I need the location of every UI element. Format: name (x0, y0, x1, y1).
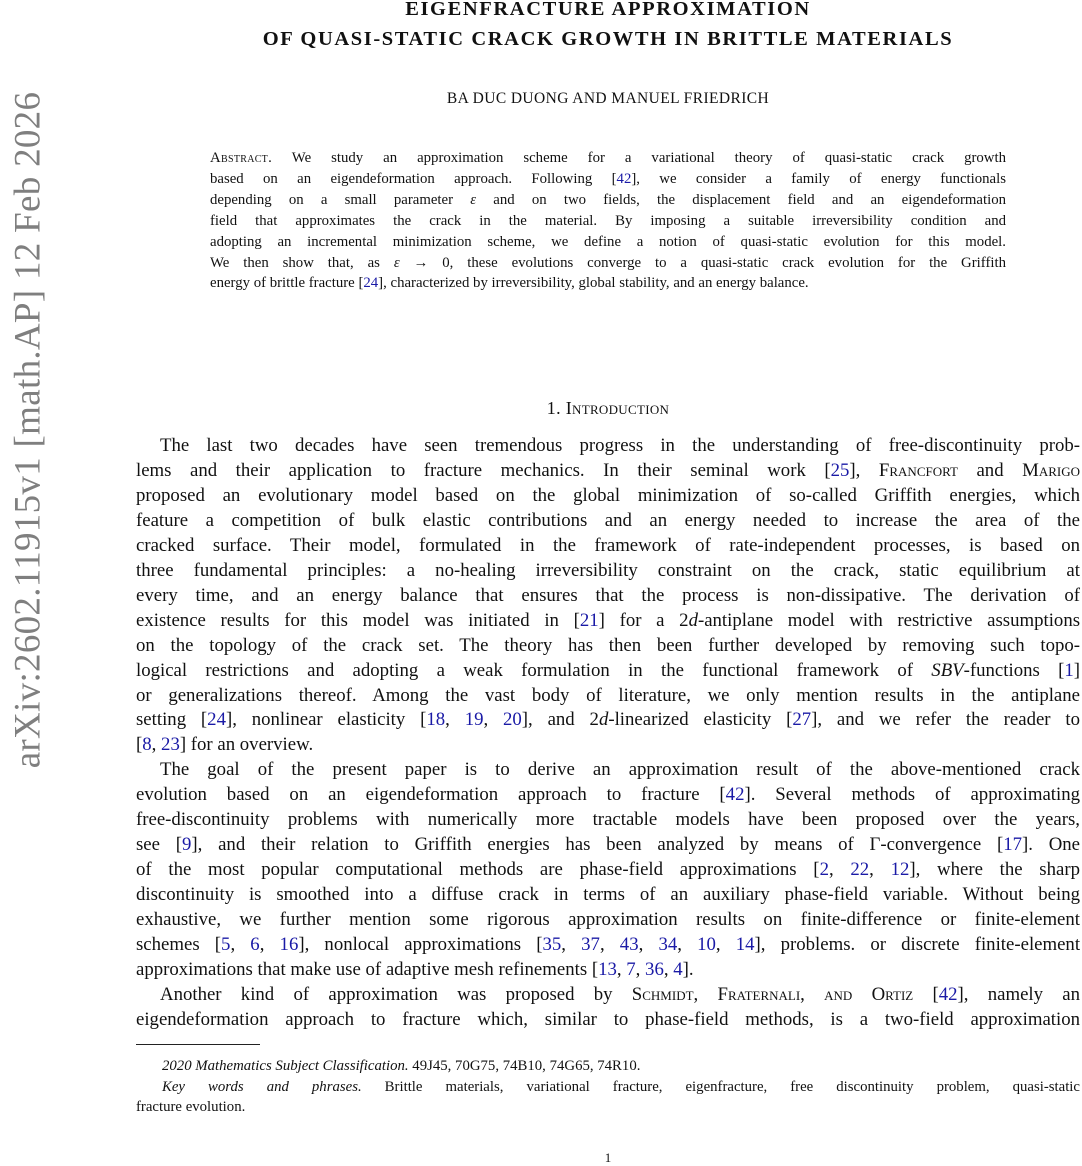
citation-link[interactable]: 7 (626, 959, 636, 981)
citation-link[interactable]: 5 (221, 934, 231, 956)
abstract-line: energy of brittle fracture [24], characterized by irreversibility, global stability, and an energy balance. (210, 275, 809, 292)
citation-link[interactable]: 19 (464, 709, 484, 731)
abstract-label: Abstract. (210, 150, 273, 166)
keywords-label: Key words and phrases. (162, 1078, 362, 1095)
footnote-keywords (136, 1077, 1080, 1098)
paragraph-p1-line: feature a competition of bulk elastic contributions and an energy needed to increase the area of the (136, 509, 1080, 531)
body-text (136, 434, 1080, 1033)
abstract-line: We then show that, as ε → 0, these evolutions converge to a quasi-static crack evolution for the Griffith (210, 254, 1006, 271)
citation-link[interactable]: 10 (697, 934, 716, 956)
paragraph-p1-line: lems and their application to fracture mechanics. In their seminal work [25], Francfort and Marigo (136, 459, 1081, 481)
paragraph-p2-line: exhaustive, we further mention some rigorous approximation results on finite-difference or finite-element (136, 909, 1080, 931)
citation-link[interactable]: 6 (250, 934, 260, 956)
citation-link[interactable]: 20 (503, 709, 522, 731)
section-title: Introduction (565, 398, 670, 418)
footnote-msc (136, 1056, 1080, 1077)
section-number: 1. (546, 398, 561, 418)
paragraph-p2-line: free-discontinuity problems with numerically more tractable models have been proposed over the years, (136, 809, 1080, 831)
paragraph-p1-line: three fundamental principles: a no-healing irreversibility constraint on the crack, static equilibrium at (136, 559, 1080, 581)
citation-link[interactable]: 2 (819, 859, 829, 881)
citation-link[interactable]: 18 (426, 709, 446, 731)
citation-link[interactable]: 21 (579, 609, 599, 631)
abstract-line: based on an eigendeformation approach. Following [42], we consider a family of energy functionals (210, 170, 1006, 187)
abstract-line: Abstract. We study an approximation scheme for a variational theory of quasi-static crack growth (210, 150, 1006, 166)
citation-link[interactable]: 22 (850, 859, 870, 881)
citation-link[interactable]: 16 (279, 934, 299, 956)
paragraph-p2-line: discontinuity is smoothed into a diffuse crack in terms of an auxiliary phase-field variable. Without being (136, 884, 1080, 906)
citation-link[interactable]: 25 (830, 459, 850, 481)
citation-link[interactable]: 9 (182, 834, 192, 856)
citation-link[interactable]: 36 (645, 959, 664, 981)
msc-value: 49J45, 70G75, 74B10, 74G65, 74R10. (408, 1058, 641, 1074)
msc-label: 2020 Mathematics Subject Classification. (162, 1058, 409, 1074)
citation-link[interactable]: 42 (616, 170, 632, 187)
abstract-line: adopting an incremental minimization scheme, we define a notion of quasi-static evolution for this model. (210, 233, 1006, 250)
citation-link[interactable]: 34 (658, 934, 678, 956)
paragraph-p1-line: logical restrictions and adopting a weak formulation in the functional framework of SBV-functions [1] (136, 659, 1080, 681)
paragraph-p2-line: evolution based on an eigendeformation approach to fracture [42]. Several methods of approximating (136, 784, 1080, 806)
paragraph-p1-line: every time, and an energy balance that ensures that the process is non-dissipative. The derivation of (136, 584, 1080, 606)
citation-link[interactable]: 43 (619, 934, 639, 956)
paragraph-p1-line: The last two decades have seen tremendous progress in the understanding of free-discontinuity prob- (160, 435, 1080, 456)
citation-link[interactable]: 13 (598, 959, 617, 981)
citation-link[interactable]: 24 (207, 709, 226, 731)
paragraph-p1-line: [8, 23] for an overview. (136, 734, 314, 756)
citation-link[interactable]: 24 (363, 275, 379, 292)
citation-link[interactable]: 8 (142, 734, 152, 756)
page-number: 1 (604, 1150, 612, 1165)
paragraph-p3-line: eigendeformation approach to fracture which, similar to phase-field methods, is a two-field approximation (136, 1008, 1080, 1030)
arxiv-identifier-text: arXiv:2602.11915v1 [math.AP] 12 Feb 2026 (7, 91, 49, 769)
paragraph-p1-line: setting [24], nonlinear elasticity [18, 19, 20], and 2d-linearized elasticity [27], and we refer the reader to (136, 709, 1080, 731)
footnote-keywords-cont: fracture evolution. (136, 1099, 246, 1115)
paragraph-p1-line: proposed an evolutionary model based on the global minimization of so-called Griffith energies, which (136, 484, 1080, 506)
citation-link[interactable]: 42 (938, 983, 958, 1005)
keywords-value: Brittle materials, variational fracture, eigenfracture, free discontinuity problem, quasi-static (361, 1078, 1080, 1095)
paper-authors: BA DUC DUONG AND MANUEL FRIEDRICH (446, 90, 770, 107)
section-heading (136, 398, 1080, 419)
paragraph-p1-line: on the topology of the crack set. The theory has then been further developed by removing such topo- (136, 634, 1080, 656)
paragraph-p1-line: cracked surface. Their model, formulated in the framework of rate-independent processes, is based on (136, 534, 1080, 556)
citation-link[interactable]: 14 (735, 934, 755, 956)
paper-title (136, 0, 1080, 54)
citation-link[interactable]: 23 (161, 734, 180, 756)
paragraph-p1-line: or generalizations thereof. Among the vast body of literature, we only mention results in the antiplane (136, 684, 1080, 706)
abstract (210, 148, 1006, 294)
abstract-line: depending on a small parameter ε and on two fields, the displacement field and an eigendeformation (210, 191, 1007, 208)
paper-title-line-1: EIGENFRACTURE APPROXIMATION (405, 0, 811, 20)
footnote-rule (136, 1044, 260, 1045)
abstract-line: field that approximates the crack in the material. By imposing a suitable irreversibility condition and (210, 212, 1006, 229)
citation-link[interactable]: 27 (792, 709, 812, 731)
footnotes (136, 1056, 1080, 1118)
citation-link[interactable]: 37 (581, 934, 600, 956)
citation-link[interactable]: 35 (542, 934, 562, 956)
paragraph-p2-line: see [9], and their relation to Griffith energies has been analyzed by means of Γ-convergence [17]. One (136, 834, 1081, 856)
citation-link[interactable]: 1 (1064, 659, 1074, 681)
citation-link[interactable]: 42 (725, 784, 745, 806)
paragraph-p2-line: of the most popular computational methods are phase-field approximations [2, 22, 12], where the sharp (136, 859, 1080, 881)
citation-link[interactable]: 17 (1003, 834, 1023, 856)
citation-link[interactable]: 12 (890, 859, 910, 881)
citation-link[interactable]: 4 (673, 959, 683, 981)
paper-title-line-2: OF QUASI-STATIC CRACK GROWTH IN BRITTLE MATERIALS (262, 28, 954, 50)
arxiv-identifier-stamp (0, 0, 56, 1165)
paragraph-p2-line: The goal of the present paper is to derive an approximation result of the above-mentioned crack (160, 759, 1080, 781)
paragraph-p1-line: existence results for this model was initiated in [21] for a 2d-antiplane model with restrictive assumptions (136, 609, 1081, 631)
paragraph-p2-line: approximations that make use of adaptive mesh refinements [13, 7, 36, 4]. (136, 959, 694, 981)
paragraph-p3-line: Another kind of approximation was proposed by Schmidt, Fraternali, and Ortiz [42], namely an (160, 983, 1081, 1005)
paragraph-p2-line: schemes [5, 6, 16], nonlocal approximations [35, 37, 43, 34, 10, 14], problems. or discrete finite-element (136, 934, 1081, 956)
